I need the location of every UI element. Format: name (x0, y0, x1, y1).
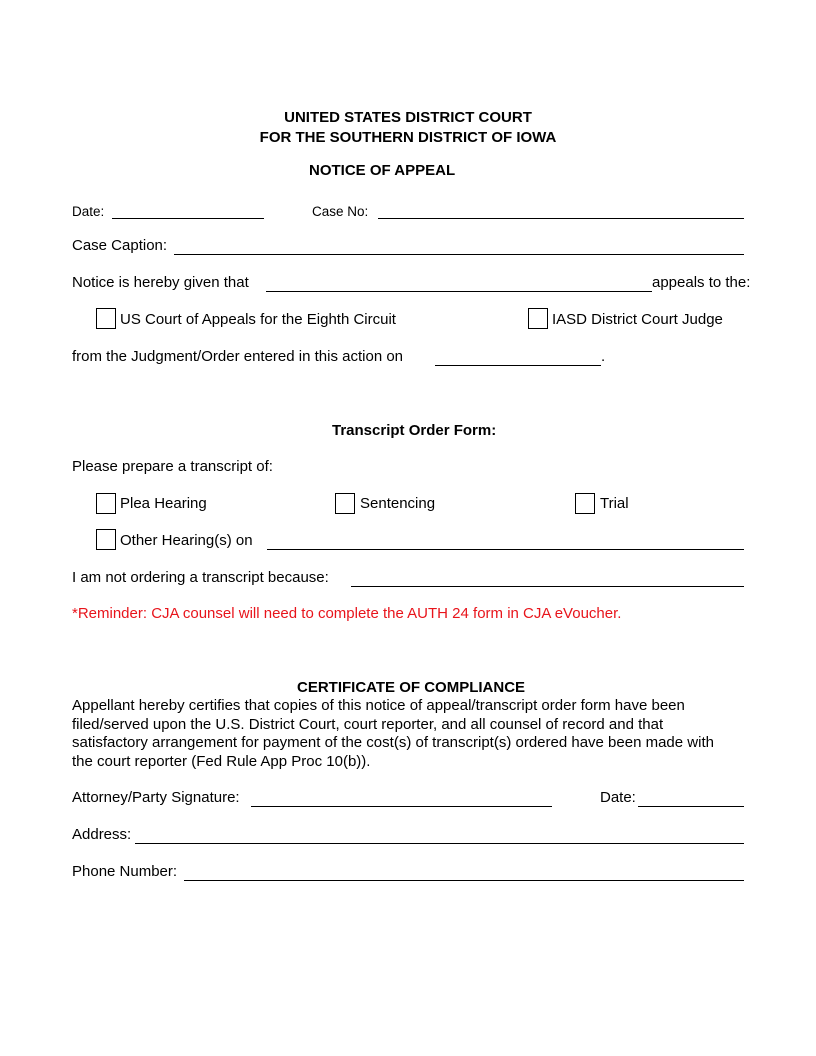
judgment-label: from the Judgment/Order entered in this action on (72, 348, 404, 365)
case-no-field[interactable] (378, 218, 744, 219)
date-field[interactable] (112, 218, 264, 219)
certificate-body (72, 697, 772, 771)
sentencing-label: Sentencing (360, 495, 436, 512)
trial-checkbox[interactable] (575, 493, 595, 514)
address-field[interactable] (135, 843, 744, 844)
other-hearing-label: Other Hearing(s) on (120, 532, 253, 549)
not-ordering-label: I am not ordering a transcript because: (72, 569, 329, 586)
case-caption-label: Case Caption: (72, 237, 168, 254)
address-label: Address: (72, 826, 132, 843)
eighth-circuit-label: US Court of Appeals for the Eighth Circuit (120, 311, 396, 328)
certificate-heading: CERTIFICATE OF COMPLIANCE (297, 679, 526, 696)
plea-hearing-label: Plea Hearing (120, 495, 207, 512)
sentencing-checkbox[interactable] (335, 493, 355, 514)
certificate-line: Appellant hereby certifies that copies of this notice of appeal/transcript order form have been (72, 697, 685, 714)
plea-hearing-checkbox[interactable] (96, 493, 116, 514)
district-judge-checkbox[interactable] (528, 308, 548, 329)
judgment-period: . (601, 348, 606, 365)
other-hearing-checkbox[interactable] (96, 529, 116, 550)
case-no-label: Case No: (312, 204, 369, 219)
prepare-transcript-label: Please prepare a transcript of: (72, 458, 273, 475)
notice-prefix: Notice is hereby given that (72, 274, 249, 291)
court-name-line1: UNITED STATES DISTRICT COURT (284, 109, 532, 126)
date-label: Date: (72, 204, 105, 219)
court-name-line2: FOR THE SOUTHERN DISTRICT OF IOWA (259, 129, 557, 146)
certificate-line: the court reporter (Fed Rule App Proc 10(b)). (72, 752, 371, 770)
document-title: NOTICE OF APPEAL (309, 162, 456, 179)
judgment-date-field[interactable] (435, 365, 601, 366)
signature-field[interactable] (251, 806, 552, 807)
case-caption-field[interactable] (174, 254, 744, 255)
transcript-heading: Transcript Order Form: (332, 422, 497, 439)
phone-field[interactable] (184, 880, 744, 881)
other-hearing-field[interactable] (267, 549, 744, 550)
signature-label: Attorney/Party Signature: (72, 789, 240, 806)
notice-suffix: appeals to the: (652, 274, 751, 291)
certificate-line: filed/served upon the U.S. District Court, court reporter, and all counsel of record and that (72, 715, 664, 733)
appellant-name-field[interactable] (266, 291, 652, 292)
phone-label: Phone Number: (72, 863, 178, 880)
trial-label: Trial (600, 495, 629, 512)
cert-date-field[interactable] (638, 806, 744, 807)
certificate-line: satisfactory arrangement for payment of the cost(s) of transcript(s) ordered have been made with (72, 734, 714, 751)
district-judge-label: IASD District Court Judge (552, 311, 723, 328)
not-ordering-reason-field[interactable] (351, 586, 744, 587)
eighth-circuit-checkbox[interactable] (96, 308, 116, 329)
cert-date-label: Date: (600, 789, 636, 806)
cja-reminder: *Reminder: CJA counsel will need to complete the AUTH 24 form in CJA eVoucher. (72, 605, 622, 622)
